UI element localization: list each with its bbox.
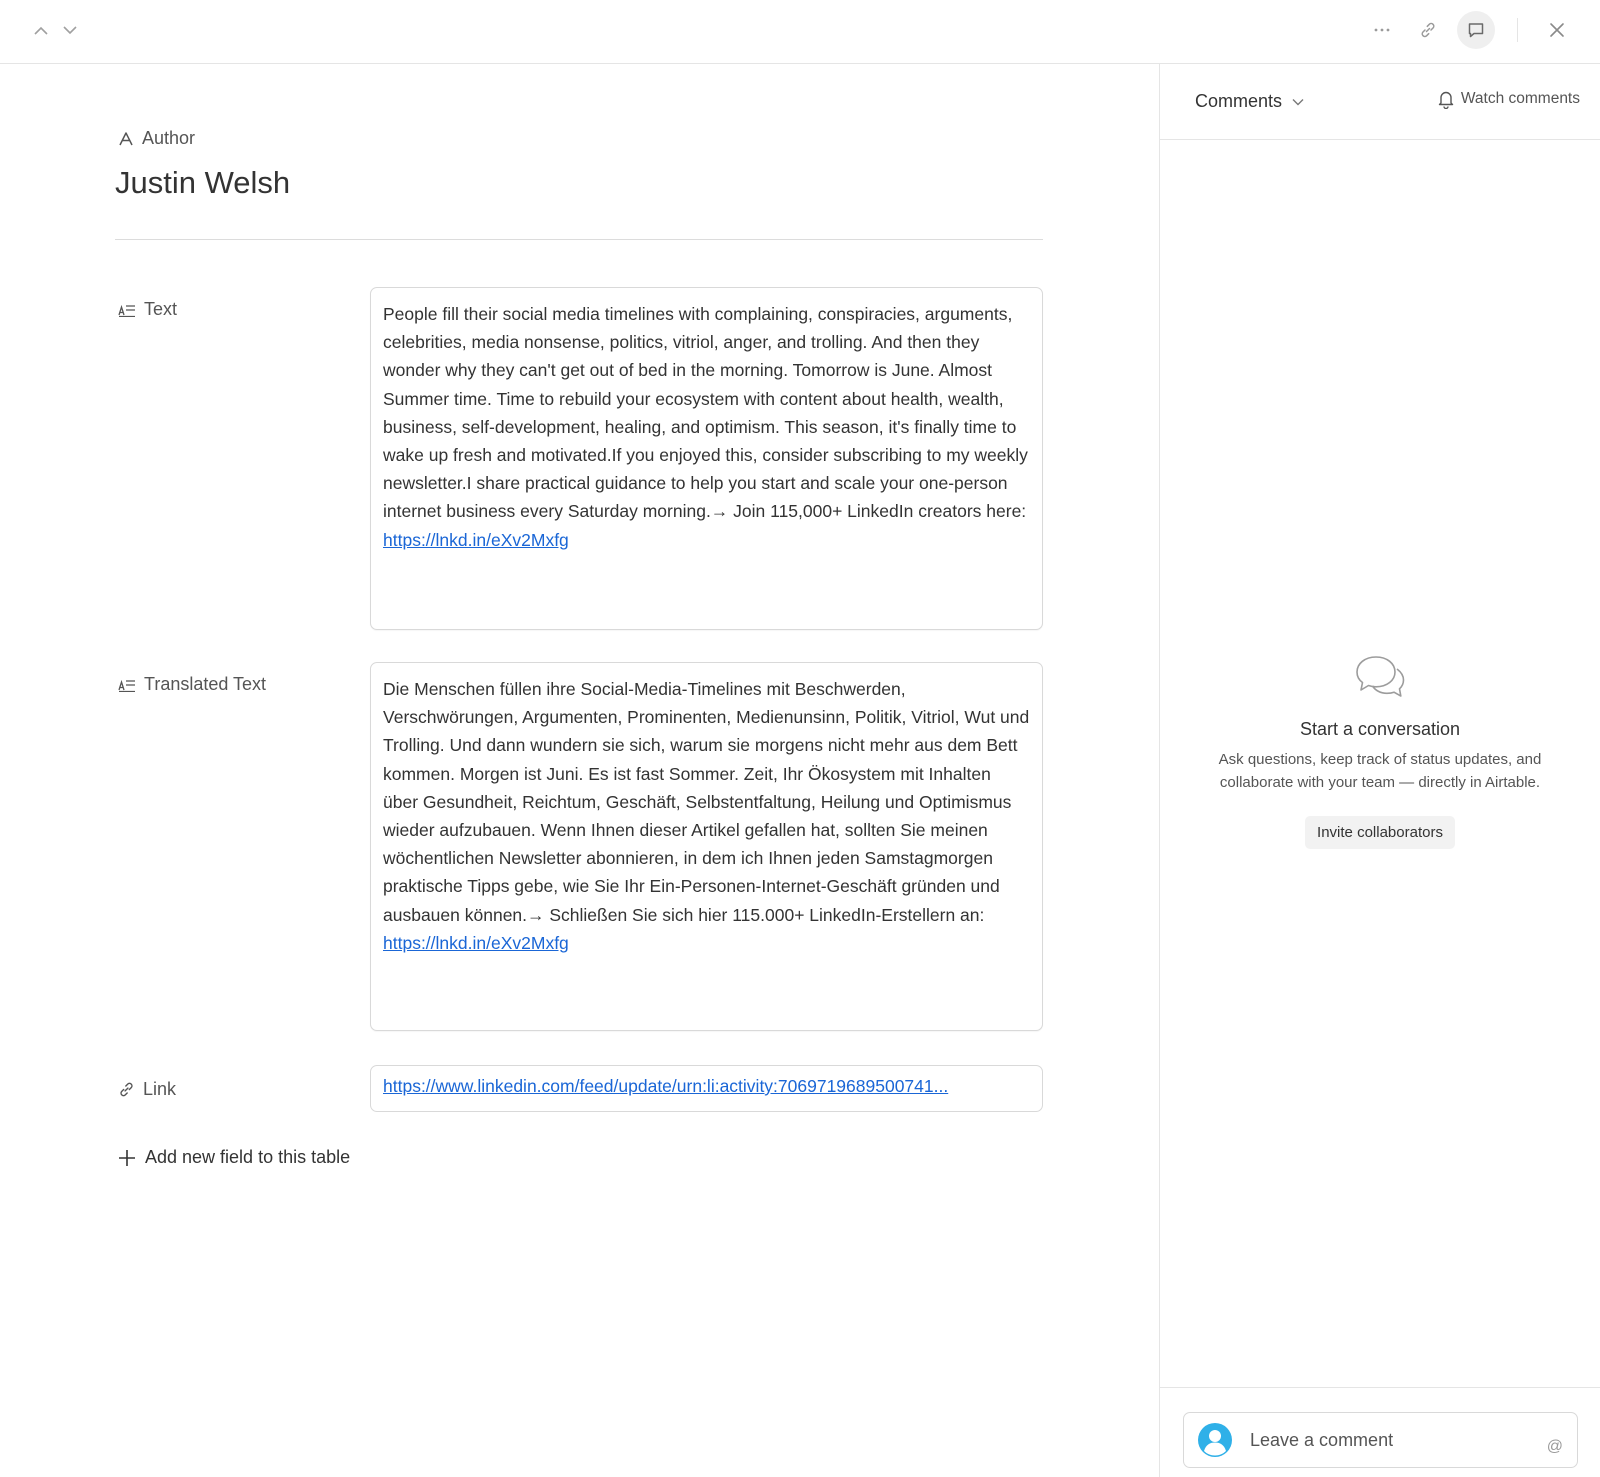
text-label-text: Text <box>144 299 178 319</box>
comment-icon <box>1467 21 1485 39</box>
title-divider <box>115 239 1043 240</box>
comment-input-container[interactable] <box>1183 1412 1578 1468</box>
chevron-down-icon <box>1292 98 1304 106</box>
close-icon <box>1549 22 1565 38</box>
author-field-label <box>118 128 195 149</box>
copy-link-button[interactable] <box>1412 14 1444 46</box>
long-text-icon <box>118 303 136 317</box>
record-title[interactable]: Justin Welsh <box>115 165 291 200</box>
translated-text-label-text: Translated Text <box>144 674 267 694</box>
text-body: People fill their social media timelines with complaining, conspiracies, arguments, celebrities, media nonsense, politics, vitriol, anger, and trolling. And then they wonder why they can't get out of bed in the morning. Tomorrow is June. Almost Summer time. Time to rebuild your ecosystem with content about health, wealth, business, self-development, healing, and optimism. This season, it's finally time to wake up fresh and motivated.If you enjoyed this, consider subscribing to my weekly newsletter.I share practical guidance to help you start and scale your one-person internet business every Saturday morning.→ Join 115,000+ LinkedIn creators here: <box>383 304 1028 522</box>
record-toolbar <box>0 0 1600 64</box>
plus-icon <box>118 1149 136 1167</box>
link-field-label <box>118 1079 176 1100</box>
more-options-button[interactable] <box>1366 14 1398 46</box>
comments-panel <box>1159 64 1600 1477</box>
toolbar-divider <box>1517 18 1518 42</box>
translated-text-body: Die Menschen füllen ihre Social-Media-Timelines mit Beschwerden, Verschwörungen, Argumenten, Prominenten, Medienunsinn, Politik, Vitriol, Wut und Trolling. Und dann wundern sie sich, warum sie morgens nicht mehr aus dem Bett kommen. Morgen ist Juni. Es ist fast Sommer. Zeit, Ihr Ökosystem mit Inhalten über Gesundheit, Reichtum, Geschäft, Selbstentfaltung, Heilung und Optimismus wieder aufzubauen. Wenn Ihnen dieser Artikel gefallen hat, sollten Sie meinen wöchentlichen Newsletter abonnieren, in dem ich Ihnen jeden Samstagmorgen praktische Tipps gebe, wie Sie Ihr Ein-Personen-Internet-Geschäft gründen und ausbauen können.→ Schließen Sie sich hier 115.000+ LinkedIn-Erstellern an: <box>383 679 1030 925</box>
link-url[interactable]: https://www.linkedin.com/feed/update/urn:li:activity:7069719689500741... <box>383 1076 949 1096</box>
text-field-value[interactable] <box>370 287 1043 630</box>
chevron-up-icon <box>34 26 48 35</box>
text-link[interactable]: https://lnkd.in/eXv2Mxfg <box>383 529 569 550</box>
translated-text-field-label <box>118 674 266 695</box>
previous-record-button[interactable] <box>25 14 57 46</box>
author-label-text: Author <box>142 128 196 148</box>
watch-comments-button[interactable] <box>1437 89 1580 109</box>
add-field-button[interactable] <box>118 1147 350 1168</box>
comment-input[interactable] <box>1248 1429 1531 1452</box>
toggle-comments-button[interactable] <box>1457 11 1495 49</box>
text-field-label <box>118 299 177 320</box>
invite-collaborators-button[interactable]: Invite collaborators <box>1305 816 1455 849</box>
empty-state-title: Start a conversation <box>1299 719 1461 739</box>
mention-icon[interactable]: @ <box>1546 1438 1563 1455</box>
comment-composer <box>1160 1387 1600 1477</box>
conversation-icon <box>1354 654 1406 700</box>
comments-dropdown-label: Comments <box>1195 91 1283 111</box>
link-icon <box>1419 21 1437 39</box>
long-text-icon <box>118 678 136 692</box>
chevron-down-icon <box>63 26 77 35</box>
close-button[interactable] <box>1541 14 1573 46</box>
translated-text-link[interactable]: https://lnkd.in/eXv2Mxfg <box>383 932 569 953</box>
comments-header <box>1160 64 1600 140</box>
add-field-label: Add new field to this table <box>145 1147 351 1167</box>
avatar-icon <box>1198 1423 1232 1457</box>
link-icon <box>118 1081 135 1098</box>
translated-text-field-value[interactable] <box>370 662 1043 1031</box>
link-label-text: Link <box>143 1079 177 1099</box>
comments-empty-state <box>1160 654 1600 849</box>
more-icon <box>1373 28 1391 32</box>
watch-comments-label: Watch comments <box>1460 90 1580 107</box>
bell-icon <box>1437 89 1455 109</box>
link-field-value[interactable] <box>370 1065 1043 1112</box>
next-record-button[interactable] <box>54 14 86 46</box>
text-field-icon <box>118 132 134 146</box>
comments-filter-dropdown[interactable] <box>1195 91 1304 112</box>
empty-state-description: Ask questions, keep track of status updates, and collaborate with your team — directly in Airtable. <box>1218 751 1542 791</box>
